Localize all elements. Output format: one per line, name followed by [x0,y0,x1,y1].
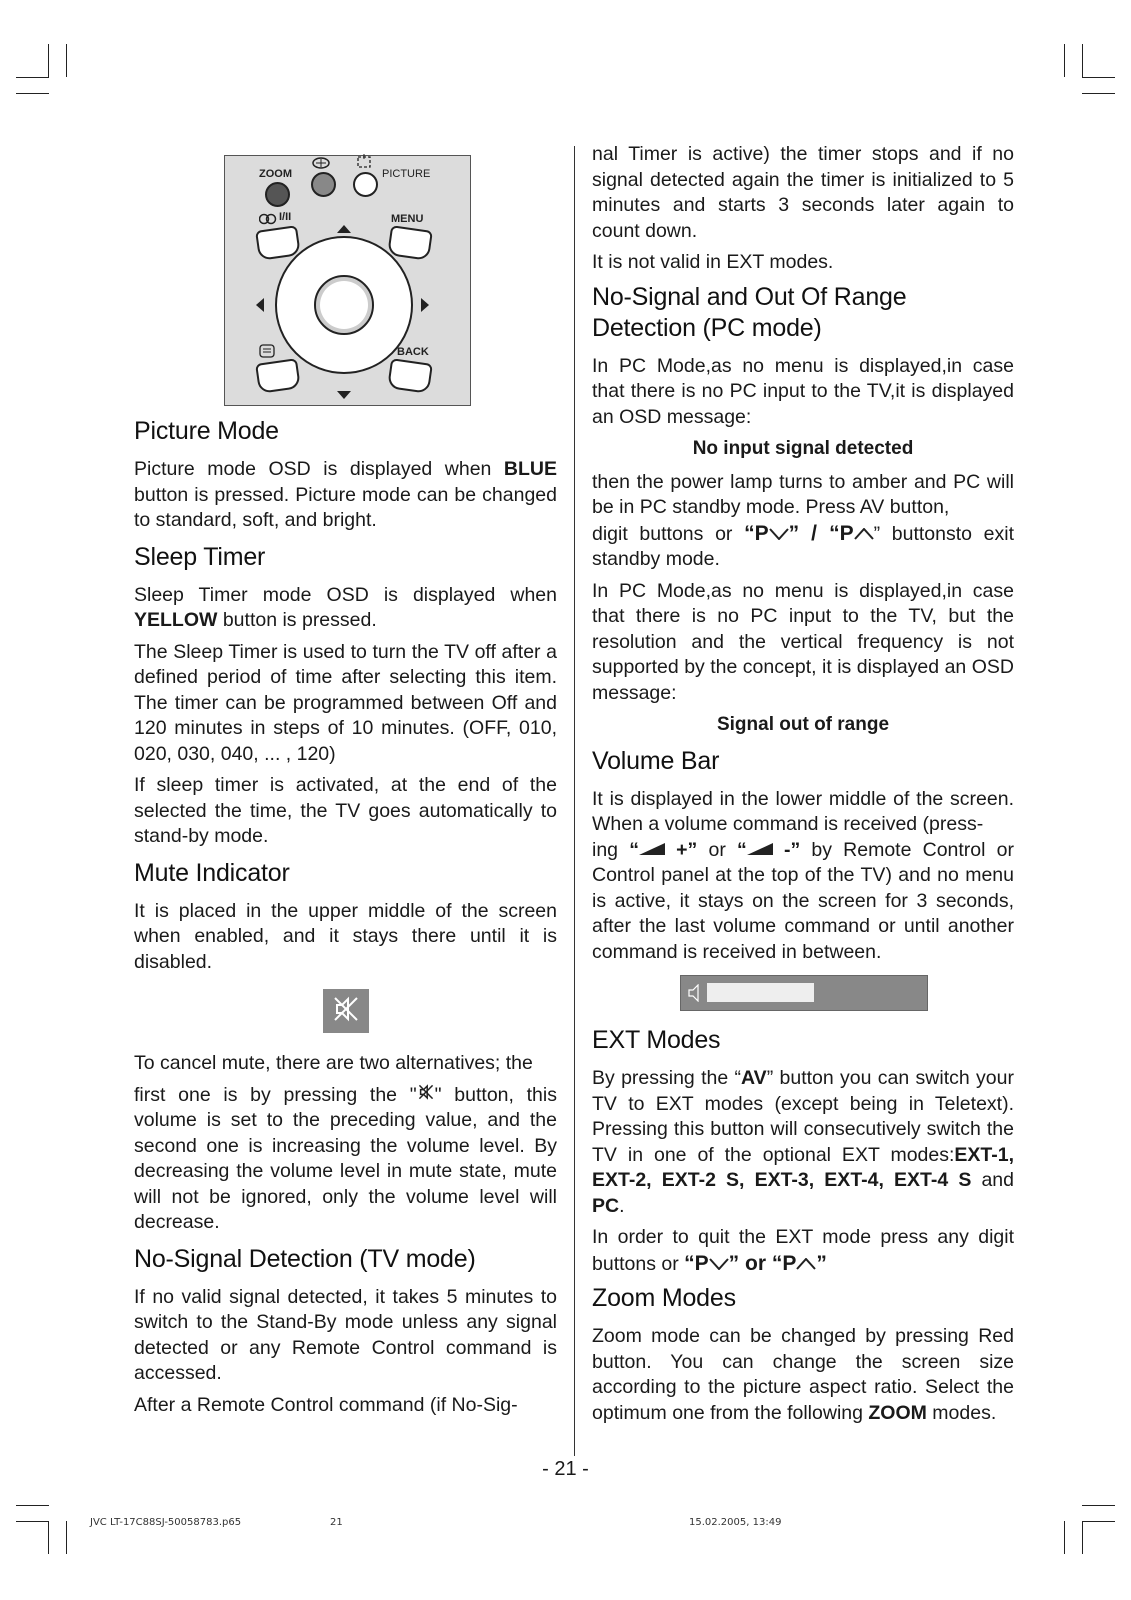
down-arrow-icon [337,386,351,404]
back-label: BACK [397,346,429,358]
no-signal-tv-text-1: If no valid signal detected, it takes 5 minutes to switch to the Stand-By mode unless any signal detected or any Remote Control command is accessed. [134,1285,557,1385]
sound-mode-label: I/II [279,211,292,223]
ext-modes-text-1: By pressing the “AV” button you can switch your TV to EXT modes (except being in Teletext). Pressing this button will consecutively switch the TV in one of the optional EXT modes:EXT-1, EXT-2, EXT-2 S, EXT-3, EXT-4, EXT-4 S and PC. [592,1067,1014,1217]
green-button [311,172,336,197]
crop-mark [1064,44,1065,77]
menu-label: MENU [391,213,424,225]
remote-control-illustration [224,155,471,406]
ok-button [314,275,374,335]
mute-icon [331,994,361,1029]
volume-wedge-icon [639,838,665,864]
crop-mark [1082,93,1115,94]
mute-indicator-text-2: To cancel mute, there are two alternatives; the [134,1052,533,1074]
chevron-up-icon [854,522,874,548]
crop-mark [16,77,49,78]
speaker-icon [688,984,702,1007]
no-signal-pc-text-2: then the power lamp turns to amber and PC will be in PC standby mode. Press AV button, [592,470,1014,518]
teletext-button [255,358,301,394]
left-column [134,142,557,1424]
chevron-up-icon [796,1252,816,1278]
crop-mark [1082,1521,1115,1522]
teletext-icon [259,344,275,363]
no-signal-tv-continued-2: It is not valid in EXT modes. [592,251,834,273]
picture-mode-text: Picture mode OSD is displayed when BLUE button is pressed. Picture mode can be changed to standard, soft, and bright. [134,458,557,531]
crop-mark [1064,1521,1065,1554]
no-signal-pc-heading: No-Signal and Out Of Range Detection (PC mode) [592,282,907,342]
no-signal-pc-text-3: digit buttons or “P ” / “P ” buttonsto exit standby mode. [592,521,1015,571]
sleep-timer-text-1: Sleep Timer mode OSD is displayed when YELLOW button is pressed. [134,583,557,631]
chevron-down-icon [709,1252,729,1278]
crop-mark [16,1521,49,1522]
back-button [387,358,433,394]
mute-indicator-text-3: first one is by pressing the " " button, this volume is set to the preceding value, and the second one is increasing the volume level. By decreasing the volume level in mute state, mute will not be ignored, only the volume level will decrease. [134,1083,557,1234]
sleep-timer-heading: Sleep Timer [134,542,266,571]
footer-file: JVC LT-17C88SJ-50058783.p65 [90,1517,242,1528]
picture-mode-heading: Picture Mode [134,417,279,445]
mute-icon [417,1083,435,1109]
zoom-modes-heading: Zoom Modes [592,1284,736,1313]
crop-mark [48,1521,49,1554]
crop-mark [66,44,67,77]
volume-level-fill [707,983,814,1002]
volume-bar-text-2: ing “ +” or “ -” by Remote Control or Control panel at the top of the TV) and no menu is active, it stays on the screen for 3 seconds, after the last volume command or until another command is received in between. [592,838,1014,963]
ext-modes-heading: EXT Modes [592,1026,721,1055]
volume-wedge-icon [747,838,773,864]
crop-mark [1082,1521,1083,1554]
crop-mark [48,44,49,77]
mute-osd [323,989,369,1033]
mute-indicator-heading: Mute Indicator [134,858,290,887]
sleep-timer-text-2: The Sleep Timer is used to turn the TV off after a defined period of time after selecting this item. The timer can be programmed between Off and 120 minutes in steps of 10 minutes. (OFF, 010, 020, 030, 040, ... , 120) [134,640,557,765]
column-divider [574,146,575,1456]
crop-mark [16,93,49,94]
left-arrow-icon [256,298,264,317]
zoom-label: ZOOM [259,168,292,180]
zoom-modes-text: Zoom mode can be changed by pressing Red button. You can change the screen size according to the picture aspect ratio. Select the optimum one from the following ZOOM modes. [592,1325,1014,1424]
yellow-button [353,172,378,197]
volume-bar-text-1: It is displayed in the lower middle of the screen. When a volume command is received (press- [592,787,1014,836]
ext-modes-text-2: In order to quit the EXT mode press any digit buttons or “P ” or “P ” [592,1225,1014,1277]
footer-page: 21 [330,1517,343,1528]
out-of-range-message: Signal out of range [716,714,890,736]
mute-indicator-text-1: It is placed in the upper middle of the screen when enabled, and it stays there until it is disabled. [134,899,557,973]
crop-mark [1082,1505,1115,1506]
footer-date: 15.02.2005, 13:49 [689,1517,782,1528]
right-column [592,142,1014,1432]
chevron-down-icon [769,522,789,548]
zoom-button [265,182,290,207]
no-signal-tv-continued-1: nal Timer is active) the timer stops and if no signal detected again the timer is initialized to 5 minutes and starts 3 seconds later again to count down. [592,143,1014,242]
right-arrow-icon [421,298,429,317]
crop-mark [1082,44,1083,77]
crop-mark [66,1521,67,1554]
crop-mark [1082,77,1115,78]
picture-label: PICTURE [382,168,431,180]
no-signal-pc-text-1: In PC Mode,as no menu is displayed,in case that there is no PC input to the TV,it is displayed an OSD message: [592,354,1014,428]
crop-mark [16,1505,49,1506]
no-signal-tv-text-2: After a Remote Control command (if No-Sig- [134,1393,518,1416]
menu-button [387,225,433,261]
sleep-timer-text-3: If sleep timer is activated, at the end of the selected the time, the TV goes automatically to stand-by mode. [134,774,557,847]
volume-bar-heading: Volume Bar [592,746,720,775]
no-input-message: No input signal detected [692,438,914,459]
volume-bar-osd [680,975,928,1011]
page-number: - 21 - [542,1458,589,1480]
no-signal-pc-text-4: In PC Mode,as no menu is displayed,in case that there is no PC input to the TV, but the resolution and the vertical frequency is not supported by the concept, it is displayed an OSD message: [592,579,1014,704]
no-signal-tv-heading: No-Signal Detection (TV mode) [134,1244,476,1273]
